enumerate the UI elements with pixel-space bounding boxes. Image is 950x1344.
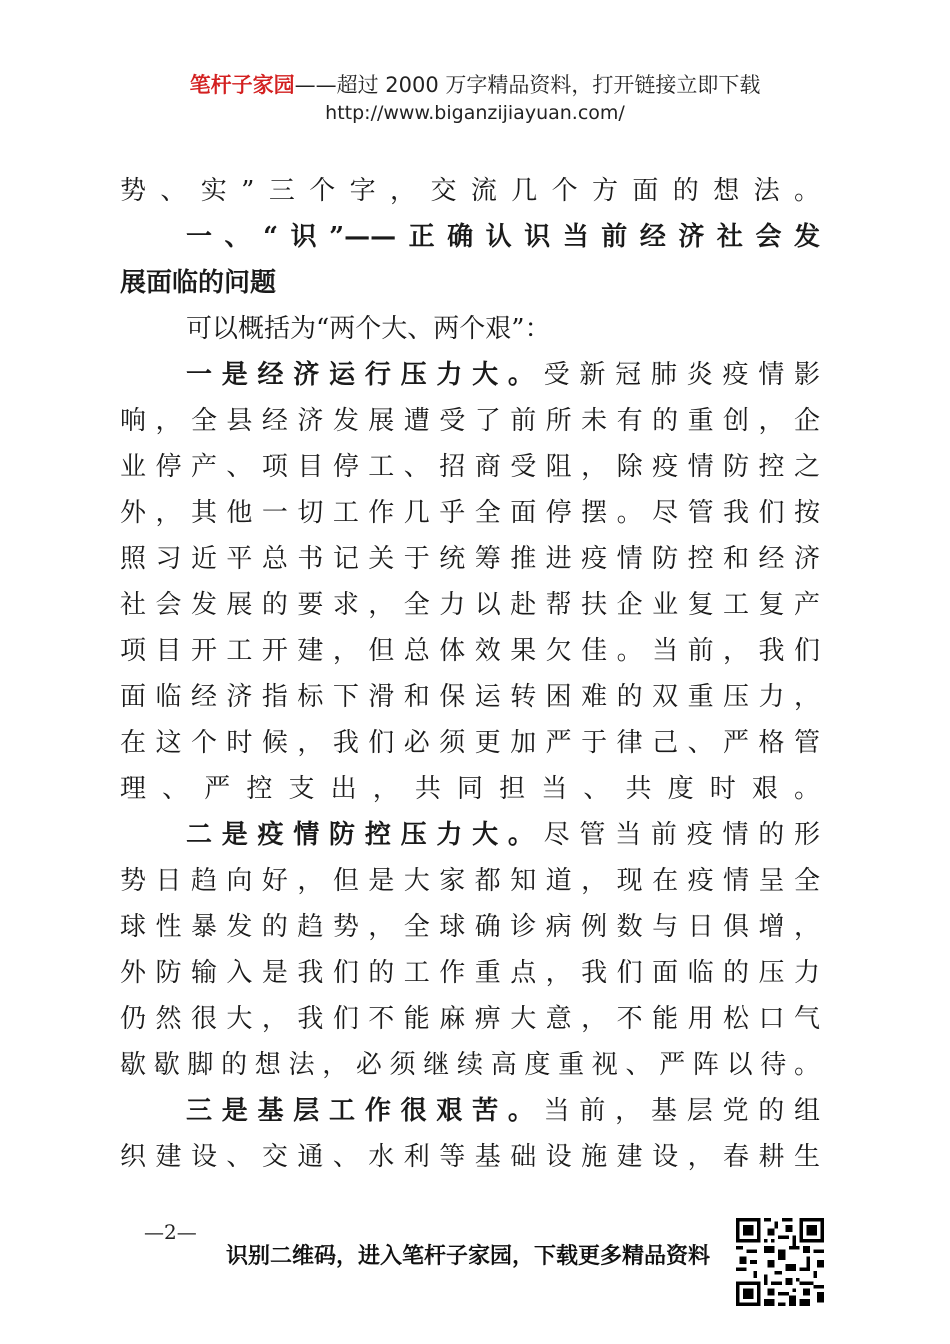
point-text: 受新冠肺炎疫情影 bbox=[543, 360, 820, 390]
brand-name: 笔杆子家园 bbox=[189, 73, 295, 97]
qr-code-icon[interactable] bbox=[736, 1218, 824, 1306]
body-line: 势日趋向好，但是大家都知道，现在疫情呈全 bbox=[120, 866, 820, 896]
header-tagline: ——超过 2000 万字精品资料，打开链接立即下载 bbox=[294, 73, 761, 97]
point-text: 尽管当前疫情的形 bbox=[543, 820, 820, 850]
point-heading: 一是经济运行压力大。 bbox=[186, 360, 544, 390]
footer-note: 识别二维码，进入笔杆子家园，下载更多精品资料 bbox=[226, 1244, 711, 1269]
body-line: 势、实”三个字，交流几个方面的想法。 bbox=[120, 176, 820, 206]
body-line: 可以概括为“两个大、两个艰”： bbox=[186, 314, 551, 344]
body-line: 照习近平总书记关于统筹推进疫情防控和经济 bbox=[120, 544, 820, 574]
body-line: 外防输入是我们的工作重点，我们面临的压力 bbox=[120, 958, 820, 988]
header-banner bbox=[0, 70, 950, 100]
document-body bbox=[120, 168, 820, 1180]
body-line: 面临经济指标下滑和保运转困难的双重压力， bbox=[120, 682, 820, 712]
section-heading-continued: 展面临的问题 bbox=[120, 268, 277, 298]
point-heading: 三是基层工作很艰苦。 bbox=[186, 1096, 544, 1126]
body-line: 仍然很大，我们不能麻痹大意，不能用松口气 bbox=[120, 1004, 820, 1034]
point-heading: 二是疫情防控压力大。 bbox=[186, 820, 544, 850]
body-line: 响，全县经济发展遭受了前所未有的重创，企 bbox=[120, 406, 820, 436]
body-line: 项目开工开建，但总体效果欠佳。当前，我们 bbox=[120, 636, 820, 666]
body-line: 理、严控支出，共同担当、共度时艰。 bbox=[120, 774, 820, 804]
page-header bbox=[0, 70, 950, 126]
paragraph-start bbox=[120, 352, 820, 398]
section-heading: 一、“识”——正确认识当前经济社会发 bbox=[186, 222, 820, 252]
point-text: 当前，基层党的组 bbox=[543, 1096, 820, 1126]
body-line: 球性暴发的趋势，全球确诊病例数与日俱增， bbox=[120, 912, 820, 942]
body-line: 歇歇脚的想法，必须继续高度重视、严阵以待。 bbox=[120, 1050, 820, 1080]
body-line: 在这个时候，我们必须更加严于律己、严格管 bbox=[120, 728, 820, 758]
body-line: 社会发展的要求，全力以赴帮扶企业复工复产 bbox=[120, 590, 820, 620]
paragraph-start bbox=[120, 812, 820, 858]
body-line: 业停产、项目停工、招商受阻，除疫情防控之 bbox=[120, 452, 820, 482]
header-url[interactable]: http://www.biganzijiayuan.com/ bbox=[325, 102, 625, 124]
body-line: 织建设、交通、水利等基础设施建设，春耕生 bbox=[120, 1142, 820, 1172]
page-number: —2— bbox=[144, 1220, 197, 1244]
paragraph-start bbox=[120, 1088, 820, 1134]
body-line: 外，其他一切工作几乎全面停摆。尽管我们按 bbox=[120, 498, 820, 528]
